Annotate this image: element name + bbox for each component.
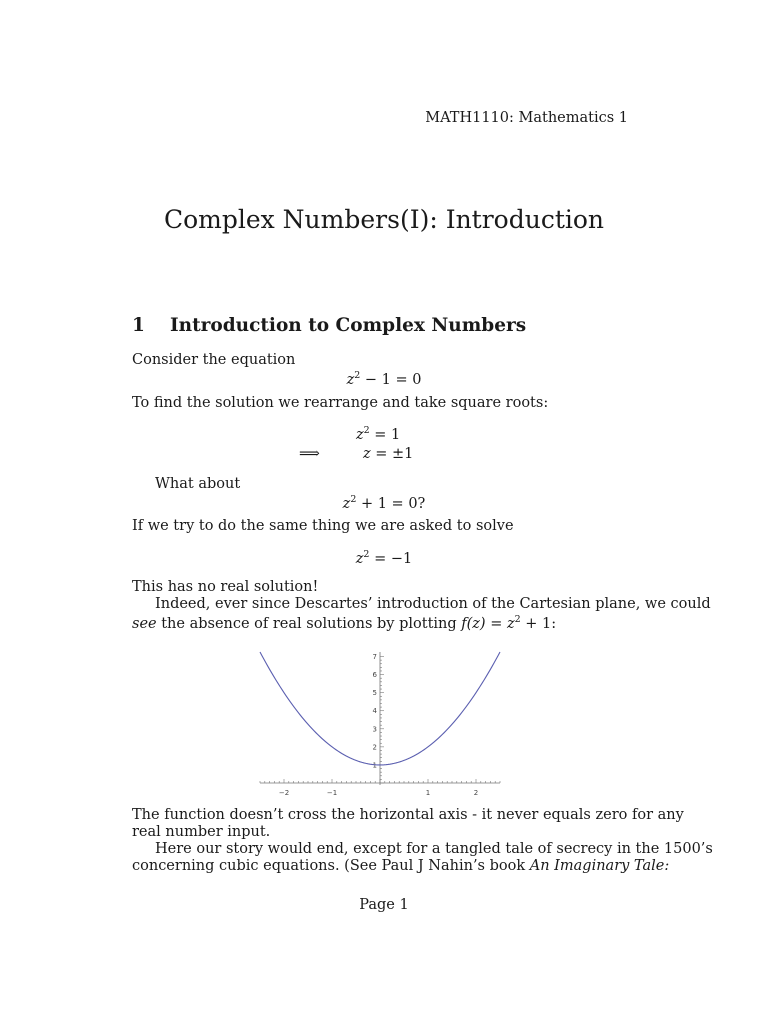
x-tick-label: 2 (473, 789, 479, 797)
x-tick-label: −2 (278, 789, 290, 797)
paragraph-no-real: This has no real solution! (132, 579, 319, 595)
paragraph-story-line1: Here our story would end, except for a tangled tale of secrecy in the 1500’s (155, 841, 713, 857)
equation-2a: $z^2 = 1$ (356, 425, 401, 443)
y-tick-label: 2 (372, 743, 377, 752)
paragraph-rearrange: To find the solution we rearrange and take square roots: (132, 395, 549, 411)
y-tick-label: 3 (372, 725, 377, 734)
equation-4: $z^2 = -1$ (355, 549, 413, 567)
section-number: 1 (132, 315, 145, 336)
paragraph-story-line2: concerning cubic equations. (See Paul J Nahin’s book An Imaginary Tale: (132, 858, 670, 874)
section-heading (132, 315, 526, 336)
paragraph-descartes-line1: Indeed, ever since Descartes’ introduction of the Cartesian plane, we could (155, 596, 711, 612)
y-tick-label: 7 (372, 653, 377, 662)
y-tick-label: 6 (372, 671, 377, 680)
paragraph-descartes-line2: see the absence of real solutions by plotting $f(z) = z^2 + 1$: (132, 614, 557, 632)
page-number: Page 1 (359, 897, 409, 913)
y-tick-label: 1 (372, 761, 377, 770)
paragraph-consider: Consider the equation (132, 352, 296, 368)
course-header: MATH1110: Mathematics 1 (425, 110, 628, 126)
section-title: Introduction to Complex Numbers (170, 315, 527, 336)
x-tick-label: 1 (425, 789, 431, 797)
parabola-plot (255, 645, 505, 800)
x-tick-label: −1 (326, 789, 338, 797)
equation-2b: z = ±1 (363, 446, 414, 462)
implies-arrow: ⟹ (299, 446, 320, 462)
paragraph-function-line1: The function doesn’t cross the horizontal axis - it never equals zero for any (132, 807, 684, 823)
y-tick-label: 5 (372, 689, 377, 698)
equation-3: $z^2 + 1 = 0$? (342, 494, 426, 512)
paragraph-what-about: What about (155, 476, 241, 492)
equation-1: $z^2 - 1 = 0$ (346, 370, 422, 388)
paragraph-function-line2: real number input. (132, 824, 271, 840)
paragraph-try-same: If we try to do the same thing we are asked to solve (132, 518, 514, 534)
page-title: Complex Numbers(I): Introduction (163, 205, 605, 234)
y-tick-label: 4 (372, 707, 377, 716)
